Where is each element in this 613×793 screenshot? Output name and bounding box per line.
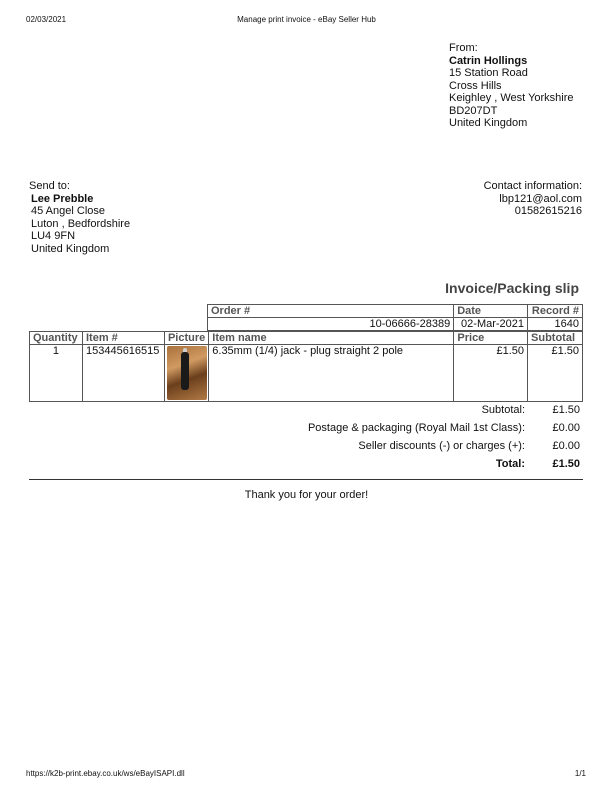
order-date: 02-Mar-2021 (454, 318, 528, 331)
quantity-header: Quantity (30, 332, 83, 345)
send-to-line: 45 Angel Close (31, 205, 105, 217)
from-name: Catrin Hollings (449, 54, 528, 67)
item-name: 6.35mm (1/4) jack - plug straight 2 pole (209, 345, 454, 402)
send-to-label: Send to: (29, 180, 70, 192)
order-number: 10-06666-28389 (208, 318, 454, 331)
postage-value: £0.00 (552, 422, 580, 434)
subtotal-value: £1.50 (552, 404, 580, 416)
send-to-name: Lee Prebble (31, 192, 94, 205)
subtotal-label: Subtotal: (481, 404, 525, 416)
record-header: Record # (528, 305, 583, 318)
order-number-header: Order # (208, 305, 454, 318)
discount-label: Seller discounts (-) or charges (+): (358, 440, 525, 452)
picture-header: Picture (164, 332, 208, 345)
print-title: Manage print invoice - eBay Seller Hub (237, 15, 376, 24)
page-number: 1/1 (574, 769, 586, 778)
send-to-line: LU4 9FN (31, 230, 76, 242)
discount-value: £0.00 (552, 440, 580, 452)
item-number: 153445616515 (82, 345, 164, 402)
invoice-title: Invoice/Packing slip (445, 280, 579, 296)
send-to-line: Luton , Bedfordshire (31, 217, 131, 230)
contact-info (484, 180, 582, 218)
contact-phone: 01582615216 (514, 205, 582, 217)
from-line: 15 Station Road (449, 67, 528, 79)
contact-email: lbp121@aol.com (499, 192, 582, 205)
record-number: 1640 (528, 318, 583, 331)
postage-label: Postage & packaging (Royal Mail 1st Class): (307, 422, 525, 434)
item-name-header: Item name (209, 332, 454, 345)
date-header: Date (454, 305, 528, 318)
divider (29, 479, 583, 480)
from-line: Cross Hills (449, 79, 502, 92)
order-info-table (207, 304, 583, 331)
total-label: Total: (495, 458, 525, 470)
table-row (30, 345, 583, 402)
subtotal-header: Subtotal (528, 332, 583, 345)
item-price: £1.50 (454, 345, 528, 402)
send-to-address (29, 180, 130, 255)
from-address (449, 42, 574, 130)
from-line: United Kingdom (449, 117, 528, 129)
print-date: 02/03/2021 (26, 15, 67, 24)
items-table (29, 331, 583, 402)
total-value: £1.50 (552, 458, 580, 470)
item-quantity: 1 (30, 345, 83, 402)
footer-url: https://k2b-print.ebay.co.uk/ws/eBayISAPI.dll (26, 769, 185, 778)
from-label: From: (449, 42, 478, 54)
send-to-line: United Kingdom (31, 242, 110, 255)
item-subtotal: £1.50 (528, 345, 583, 402)
jack-plug-photo-icon (167, 346, 207, 400)
price-header: Price (454, 332, 528, 345)
item-picture (164, 345, 208, 402)
item-number-header: Item # (82, 332, 164, 345)
from-line: BD207DT (449, 104, 498, 117)
thank-you-message: Thank you for your order! (244, 489, 369, 501)
contact-label: Contact information: (483, 180, 582, 192)
from-line: Keighley , West Yorkshire (449, 92, 574, 104)
